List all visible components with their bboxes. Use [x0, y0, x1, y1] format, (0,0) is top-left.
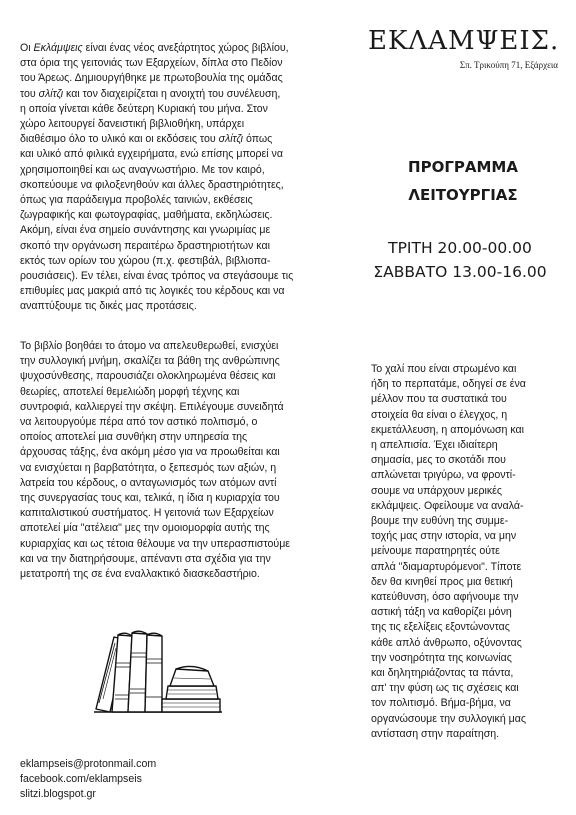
facebook-link[interactable]: facebook.com/eklampseis — [20, 773, 142, 785]
body-paragraph: Το βιβλίο βοηθάει το άτομο να απελευθερωθεί, ενισχύει την συλλογική μνήμη, σκαλίζει τα βάθη της ανθρώπινης ψυχοσύνθεσης, παρουσιάζει ολοκληρωμένα θέσεις και θεωρίες, αποτελεί θεμελιώδη μορφή τέχνης και συντροφιά, καλλιεργεί την σκέψη. Επιλέγουμε συνειδητά να λειτουργούμε πέρα από τον αστικό πολιτισμό, ο οποίος αποτελεί μια συνθήκη στην υπηρεσία της άρχουσας τάξης, ένα ακόμη μέσο για να προωθείται και να ενισχύεται η βαρβατότητα, ο ξεπεσμός των αξιών, η λατρεία του κέρδους, ο ανταγωνισμός των ατόμων αντί της συνεργασίας τους και, τελικά, η ίδια η κυριαρχία του καπιταλιστικού συστήματος. Η γειτονιά των Εξαρχείων αποτελεί μία "ατέλεια" μες την ομοιομορφία αυτής της κυριαρχίας και ως τέτοια θέλουμε να την υπερασπιστούμε και να την διατηρήσουμε, απέναντι στα σχέδια για την μετατροπή της σε ένα εναλλακτικό διασκεδαστήριο. — [20, 340, 291, 581]
blog-link[interactable]: slitzi.blogspot.gr — [20, 788, 96, 800]
opening-hours: ΤΡΙΤΗ 20.00-00.00 ΣΑΒΒΑΤΟ 13.00-16.00 — [373, 239, 547, 281]
brand-address: Σπ. Τρικούπη 71, Εξάρχεια — [459, 60, 558, 70]
email-link[interactable]: eklampseis@protonmail.com — [20, 758, 157, 770]
stacked-books-illustration — [92, 623, 224, 715]
contact-info — [20, 757, 156, 802]
intro-paragraph: Οι Εκλάμψεις είναι ένας νέος ανεξάρτητος χώρος βιβλίου, στα όρια της γειτονιάς των Εξαρχείων, δίπλα στο Πεδίον του Άρεως. Δημιουργήθηκε με πρωτοβουλία της ομάδας του σλίτζι και τον διαχειρίζεται η ανοιχτή του συνέλευση, η οποία γίνεται κάθε δεύτερη Κυριακή του μήνα. Στον χώρο λειτουργεί δανειστική βιβλιοθήκη, υπάρχει διαθέσιμο όλο το υλικό και οι εκδόσεις του σλίτζι όπως και υλικό από φιλικά εγχειρήματα, ενώ επίσης μπορεί να χρησιμοποιηθεί και ως αναγνωστήριο. Με τον καιρό, σκοπεύουμε να φιλοξενηθούν και άλλες δραστηριότητες, όπως για παράδειγμα προβολές ταινιών, εκθέσεις ζωγραφικής και φωτογραφίας, μαθήματα, εκδηλώσεις. Ακόμη, είναι ένα σημείο συνάντησης και γνωριμίας με σκοπό την οργάνωση περαιτέρω δραστηριοτήτων και εκτός των ορίων του χώρου (π.χ. φεστιβάλ, βιβλιοπα- ρουσιάσεις). Εν τέλει, είναι ένας τρόπος να στεγάσουμε τις επιθυμίες μας μακριά από τις λογικές του κέρδους και να αναπτύξουμε τις δικές μας προτάσεις. — [20, 42, 294, 313]
side-paragraph: Το χαλί που είναι στρωμένο και ήδη το περπατάμε, οδηγεί σε ένα μέλλον που τα συστατικά του στοιχεία θα είναι ο έλεγχος, η εκμετάλλευση, η απομόνωση και η απελπισία. Έχει ιδιαίτερη σημασία, μες το σκοτάδι που απλώνεται τριγύρω, να φροντί- σουμε να υπάρχουν μερικές εκλάμψεις. Οφείλουμε να αναλά- βουμε την ευθύνη της συμμε- τοχής μας στην ιστορία, να μην μείνουμε παρατηρητές ούτε απλά "διαμαρτυρόμενοι". Τίποτε δεν θα κινηθεί προς μια θετική κατεύθυνση, όσο αφήνουμε την αστική τάξη να καθορίζει μόνη της τις εξελίξεις εξοντώνοντας κάθε απλό άνθρωπο, οξύνοντας την νοσηρότητα της κοινωνίας και δηλητηριάζοντας τα πάντα, απ' την φύση ως τις σχέσεις και τον πολιτισμό. Βήμα-βήμα, να οργανώσουμε την συλλογική μας αντίσταση στην παραίτηση. — [371, 363, 526, 740]
program-title: ΠΡΟΓΡΑΜΜΑ ΛΕΙΤΟΥΡΓΙΑΣ — [408, 158, 518, 204]
brand-logo: ΕΚΛΑΜΨΕΙΣ. — [368, 26, 560, 56]
